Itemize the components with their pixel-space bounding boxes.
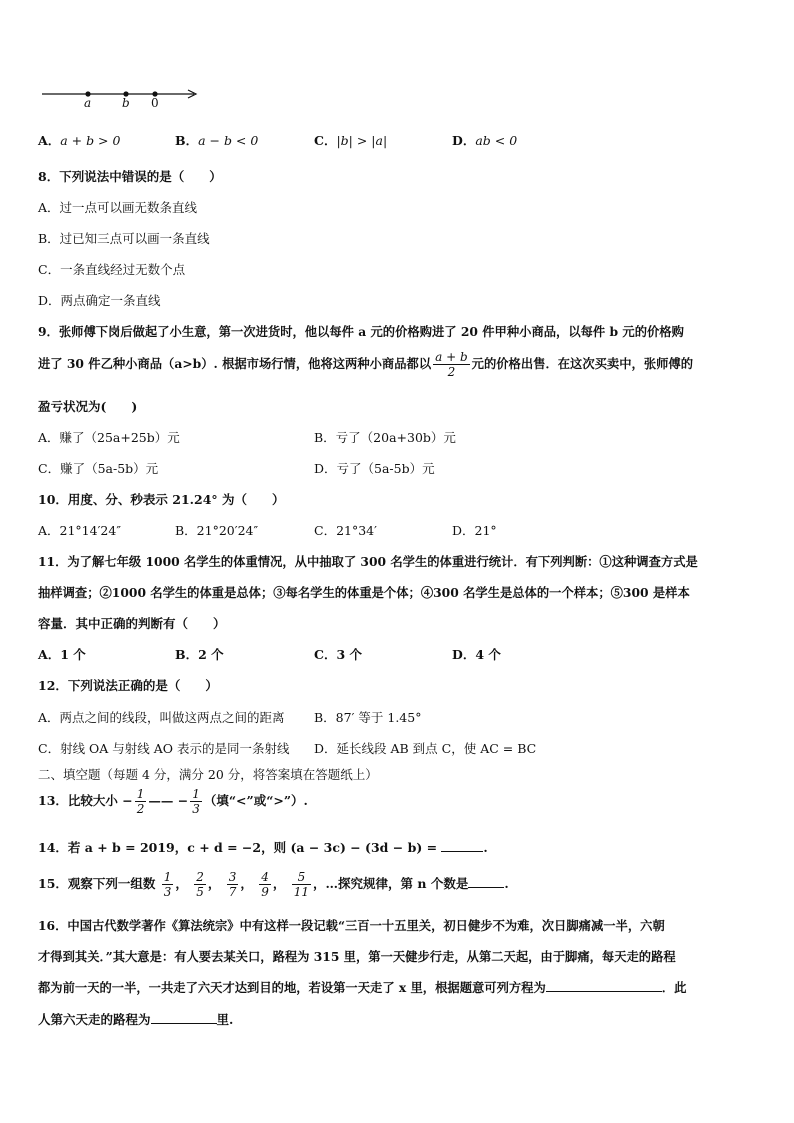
q8-option-c: C．一条直线经过无数个点 — [38, 262, 186, 277]
number-line — [38, 86, 203, 114]
number-line-label-zero: 0 — [151, 96, 159, 110]
q11-option-c: C．3 个 — [314, 647, 362, 662]
q7-option-c: C．|b| > |a| — [314, 133, 388, 148]
q10-option-b: B．21°20′24″ — [175, 523, 259, 538]
q12-option-d: D．延长线段 AB 到点 C，使 AC = BC — [314, 741, 537, 756]
q7-option-b: B．a − b < 0 — [175, 133, 259, 148]
q9-option-d: D．亏了（5a-5b）元 — [314, 461, 435, 476]
q14-line: 14．若 a + b = 2019，c + d = −2，则 (a − 3c) − (3d − b) = . — [38, 840, 488, 855]
q12-option-c: C．射线 OA 与射线 AO 表示的是同一条射线 — [38, 741, 290, 756]
q7-option-a: A．a + b > 0 — [38, 133, 121, 148]
q16-line2: 才得到其关．”其大意是：有人要去某关口，路程为 315 里，第一天健步行走，从第二天起，由于脚痛，每天走的路程 — [38, 949, 676, 964]
q16-line3: 都为前一天的一半，一共走了六天才达到目的地，若设第一天走了 x 里，根据题意可列方程为 ．此 — [38, 980, 687, 995]
q7-option-d: D．ab < 0 — [452, 133, 518, 148]
q8-option-b: B．过已知三点可以画一条直线 — [38, 231, 210, 246]
q11-option-a: A．1 个 — [38, 647, 86, 662]
q11-option-d: D．4 个 — [452, 647, 501, 662]
q11-option-b: B．2 个 — [175, 647, 224, 662]
q9-option-b: B．亏了（20a+30b）元 — [314, 430, 456, 445]
q12-option-a: A．两点之间的线段，叫做这两点之间的距离 — [38, 710, 285, 725]
q10-stem: 10．用度、分、秒表示 21.24° 为（ ） — [38, 492, 285, 507]
number-line-label-a: a — [84, 96, 92, 110]
q9-option-c: C．赚了（5a-5b）元 — [38, 461, 159, 476]
q9-line2: 进了 30 件乙种小商品（a>b）. 根据市场行情，他将这两种小商品都以 $\frac{a + b}{2}$ 元的价格出售．在这次买卖中，张师傅的 — [38, 350, 694, 379]
q16-line1: 16．中国古代数学著作《算法统宗》中有这样一段记载“三百一十五里关，初日健步不为难，次日脚痛减一半，六朝 — [38, 918, 665, 933]
q10-option-a: A．21°14′24″ — [38, 523, 122, 538]
q9-line3: 盈亏状况为( ) — [38, 399, 138, 414]
q15-line: 15．观察下列一组数 $\frac{1}{3}$ ， $\frac{2}{5}$ ， $\frac{3}{7}$ ， $\frac{4}{9}$ ， $\frac{5}{11}$ ，…探究规律，第 n 个数是 . — [38, 870, 509, 899]
q12-option-b: B．87′ 等于 1.45° — [314, 710, 422, 725]
q8-option-a: A．过一点可以画无数条直线 — [38, 200, 198, 215]
number-line-label-b: b — [122, 96, 130, 110]
q8-option-d: D．两点确定一条直线 — [38, 293, 161, 308]
q10-option-c: C．21°34′ — [314, 523, 377, 538]
q11-line2: 抽样调查；②1000 名学生的体重是总体；③每名学生的体重是个体；④300 名学生是总体的一个样本；⑤300 是样本 — [38, 585, 690, 600]
q14-answer-blank[interactable] — [441, 839, 483, 852]
q12-stem: 12．下列说法正确的是（ ） — [38, 678, 218, 693]
q16-equation-blank[interactable] — [546, 979, 662, 992]
q9-line1: 9．张师傅下岗后做起了小生意，第一次进货时，他以每件 a 元的价格购进了 20 件甲种小商品，以每件 b 元的价格购 — [38, 324, 684, 339]
q11-line1: 11．为了解七年级 1000 名学生的体重情况，从中抽取了 300 名学生的体重进行统计．有下列判断：①这种调查方式是 — [38, 554, 698, 569]
q11-line3: 容量．其中正确的判断有（ ） — [38, 616, 226, 631]
q10-option-d: D．21° — [452, 523, 497, 538]
q13-line: 13．比较大小 − $\frac{1}{2}$ —— − $\frac{1}{3}$ （填“<”或“>”）. — [38, 787, 308, 816]
section-heading-fill-in: 二、填空题（每题 4 分，满分 20 分，将答案填在答题纸上） — [38, 767, 378, 782]
q16-line4: 人第六天走的路程为 里. — [38, 1012, 234, 1027]
q16-sixth-day-blank[interactable] — [151, 1011, 217, 1024]
q8-stem: 8．下列说法中错误的是（ ） — [38, 169, 222, 184]
q9-option-a: A．赚了（25a+25b）元 — [38, 430, 180, 445]
q15-answer-blank[interactable] — [468, 875, 504, 888]
